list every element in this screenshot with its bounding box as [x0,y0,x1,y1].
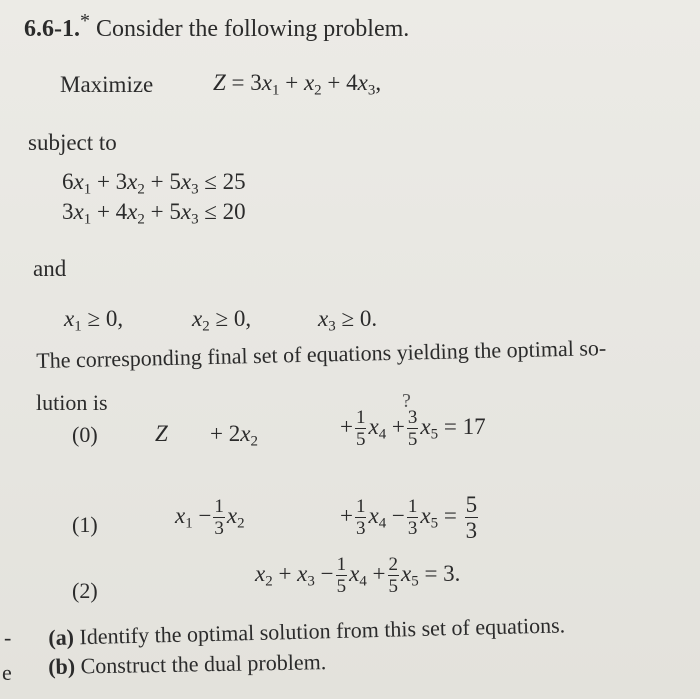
eq2-expression: $x_2 + x_3$ − $\frac{1}{5}$ $x_4$ + $\frac{2}{5}$ $x_5 = 3$. [255,554,461,597]
question-a: (a) Identify the optimal solution from this set of equations. [48,612,566,650]
subject-to-label: subject to [28,130,117,155]
problem-star: * [80,10,90,32]
eq1-right: + $\frac{1}{3}$ $x_4$ − $\frac{1}{3}$ $x_5$ = $\frac{5}{3}$ [340,492,478,543]
nonneg-x2: $x_2 \ge 0$, [192,306,252,335]
objective-expression: $Z = 3x_1 + x_2 + 4x_3$, [213,70,382,99]
problem-intro: Consider the following problem. [96,16,410,42]
eq-tag-1: (1) [72,512,98,537]
constraint-1: $6x_1 + 3x_2 + 5x_3 \le 25$ [62,169,246,198]
eq0-z: Z [155,421,168,446]
final-intro-line2: lution is [36,390,108,415]
and-label: and [33,256,67,281]
eq1-left: $x_1$ − $\frac{1}{3}$ $x_2$ [175,496,245,539]
constraint-2: $3x_1 + 4x_2 + 5x_3 \le 20$ [62,199,246,228]
eq0-right: + $\frac{1}{5}$ $x_4$ + $\frac{3}{5}$ $x_5 = 17$ [340,407,486,450]
objective-label: Maximize [60,72,154,97]
question-b: (b) Construct the dual problem. [48,649,327,679]
z-var: Z [213,70,226,95]
problem-header [24,10,409,43]
eq-tag-2: (2) [72,578,98,603]
problem-number: 6.6-1. [24,16,80,42]
pencil-mark: ? [402,390,411,412]
eq-tag-0: (0) [72,422,98,447]
nonneg-x3: $x_3 \ge 0$. [318,306,378,335]
final-intro-line1: The corresponding final set of equations yielding the optimal so- [36,335,607,373]
eq0-x2-term: + $2x_2$ [210,421,258,450]
margin-mark-e: e [2,660,12,685]
nonneg-x1: $x_1 \ge 0$, [64,306,124,335]
margin-mark-dash: - [4,625,12,650]
